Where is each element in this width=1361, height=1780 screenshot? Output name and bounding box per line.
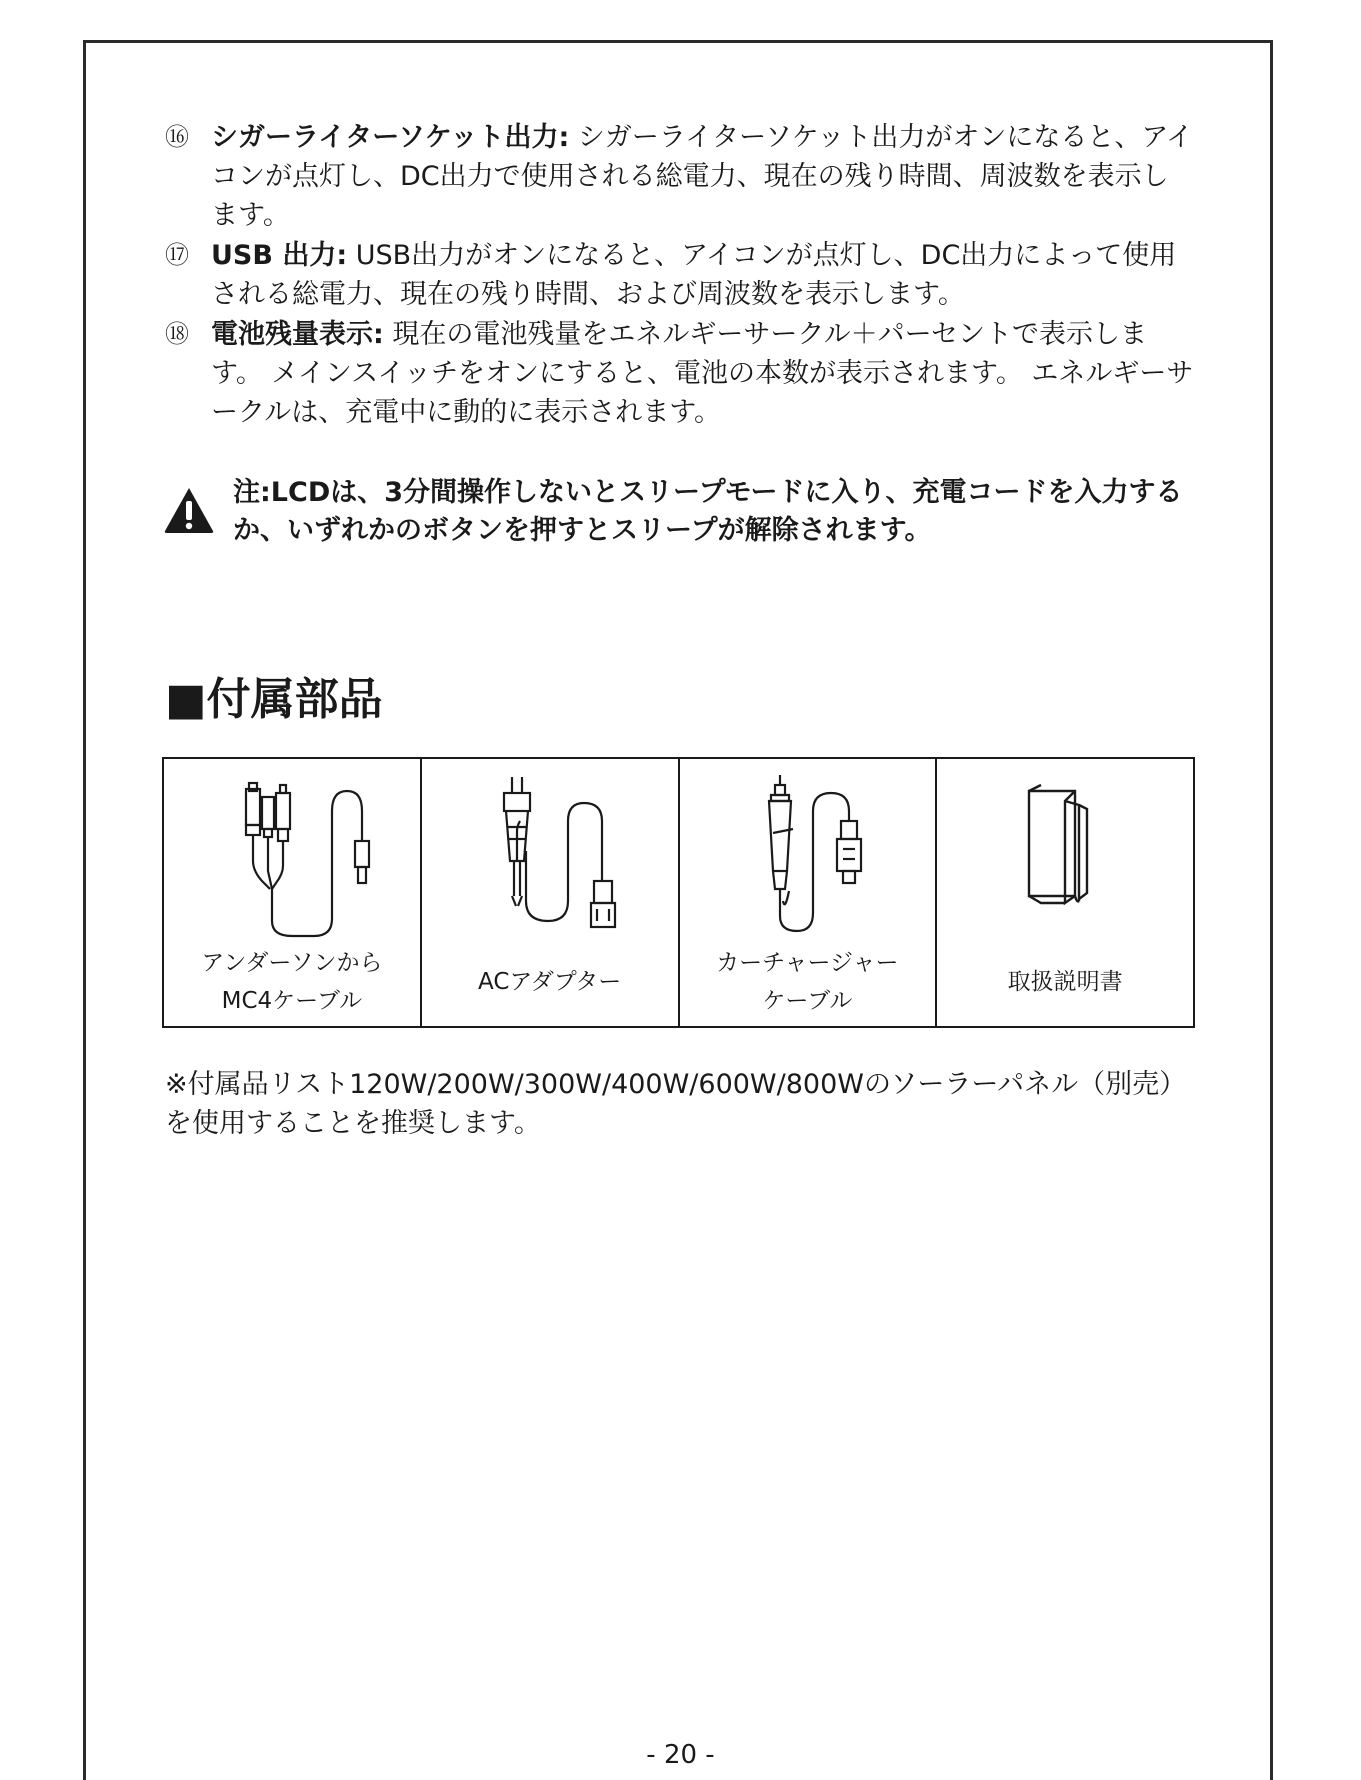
item-body: [211, 118, 1195, 235]
page-number: - 20 -: [646, 1740, 715, 1770]
list-item: [165, 236, 1195, 314]
item-heading: 電池残量表示:: [211, 319, 384, 350]
car-charger-cable-icon: [717, 771, 897, 941]
accessory-label: ACアダプター: [478, 968, 622, 995]
accessory-cell: [680, 759, 938, 1026]
ac-adapter-icon: [460, 771, 640, 941]
accessory-cell: [164, 759, 422, 1026]
accessory-label: カーチャージャー ケーブル: [716, 949, 899, 1014]
accessories-table: [162, 757, 1195, 1028]
manual-booklet-icon: [975, 771, 1155, 941]
accessory-cell: [422, 759, 680, 1026]
item-description: シガーライターソケット出力がオンになると、アイコンが点灯し、DC出力で使用される総電力、現在の残り時間、周波数を表示します。: [211, 122, 1193, 231]
accessory-cell: [937, 759, 1193, 1026]
item-number: ⑱: [165, 320, 189, 348]
footnote: ※付属品リスト120W/200W/300W/400W/600W/800Wのソーラーパネル（別売）を使用することを推奨します。: [165, 1069, 1187, 1139]
note-box: [163, 474, 1203, 550]
anderson-mc4-cable-icon: [202, 771, 382, 941]
item-body: [211, 236, 1195, 314]
item-number: ⑯: [165, 123, 189, 151]
item-heading: USB 出力:: [211, 240, 348, 271]
warning-icon: [163, 486, 215, 534]
item-number: ⑰: [165, 241, 189, 269]
list-item: [165, 315, 1195, 432]
section-title: ■付属部品: [165, 674, 383, 725]
list-item: [165, 118, 1195, 235]
item-body: [211, 315, 1195, 432]
accessory-label: 取扱説明書: [1007, 968, 1123, 995]
accessory-label: アンダーソンから MC4ケーブル: [201, 949, 383, 1014]
note-text: 注:LCDは、3分間操作しないとスリープモードに入り、充電コードを入力するか、いずれかのボタンを押すとスリープが解除されます。: [233, 477, 1183, 546]
item-heading: シガーライターソケット出力:: [211, 122, 570, 153]
item-description: 現在の電池残量をエネルギーサークル＋パーセントで表示します。 メインスイッチをオンにすると、電池の本数が表示されます。 エネルギーサークルは、充電中に動的に表示されます。: [211, 319, 1194, 428]
item-description: USB出力がオンになると、アイコンが点灯し、DC出力によって使用される総電力、現在の残り時間、および周波数を表示します。: [211, 240, 1177, 310]
